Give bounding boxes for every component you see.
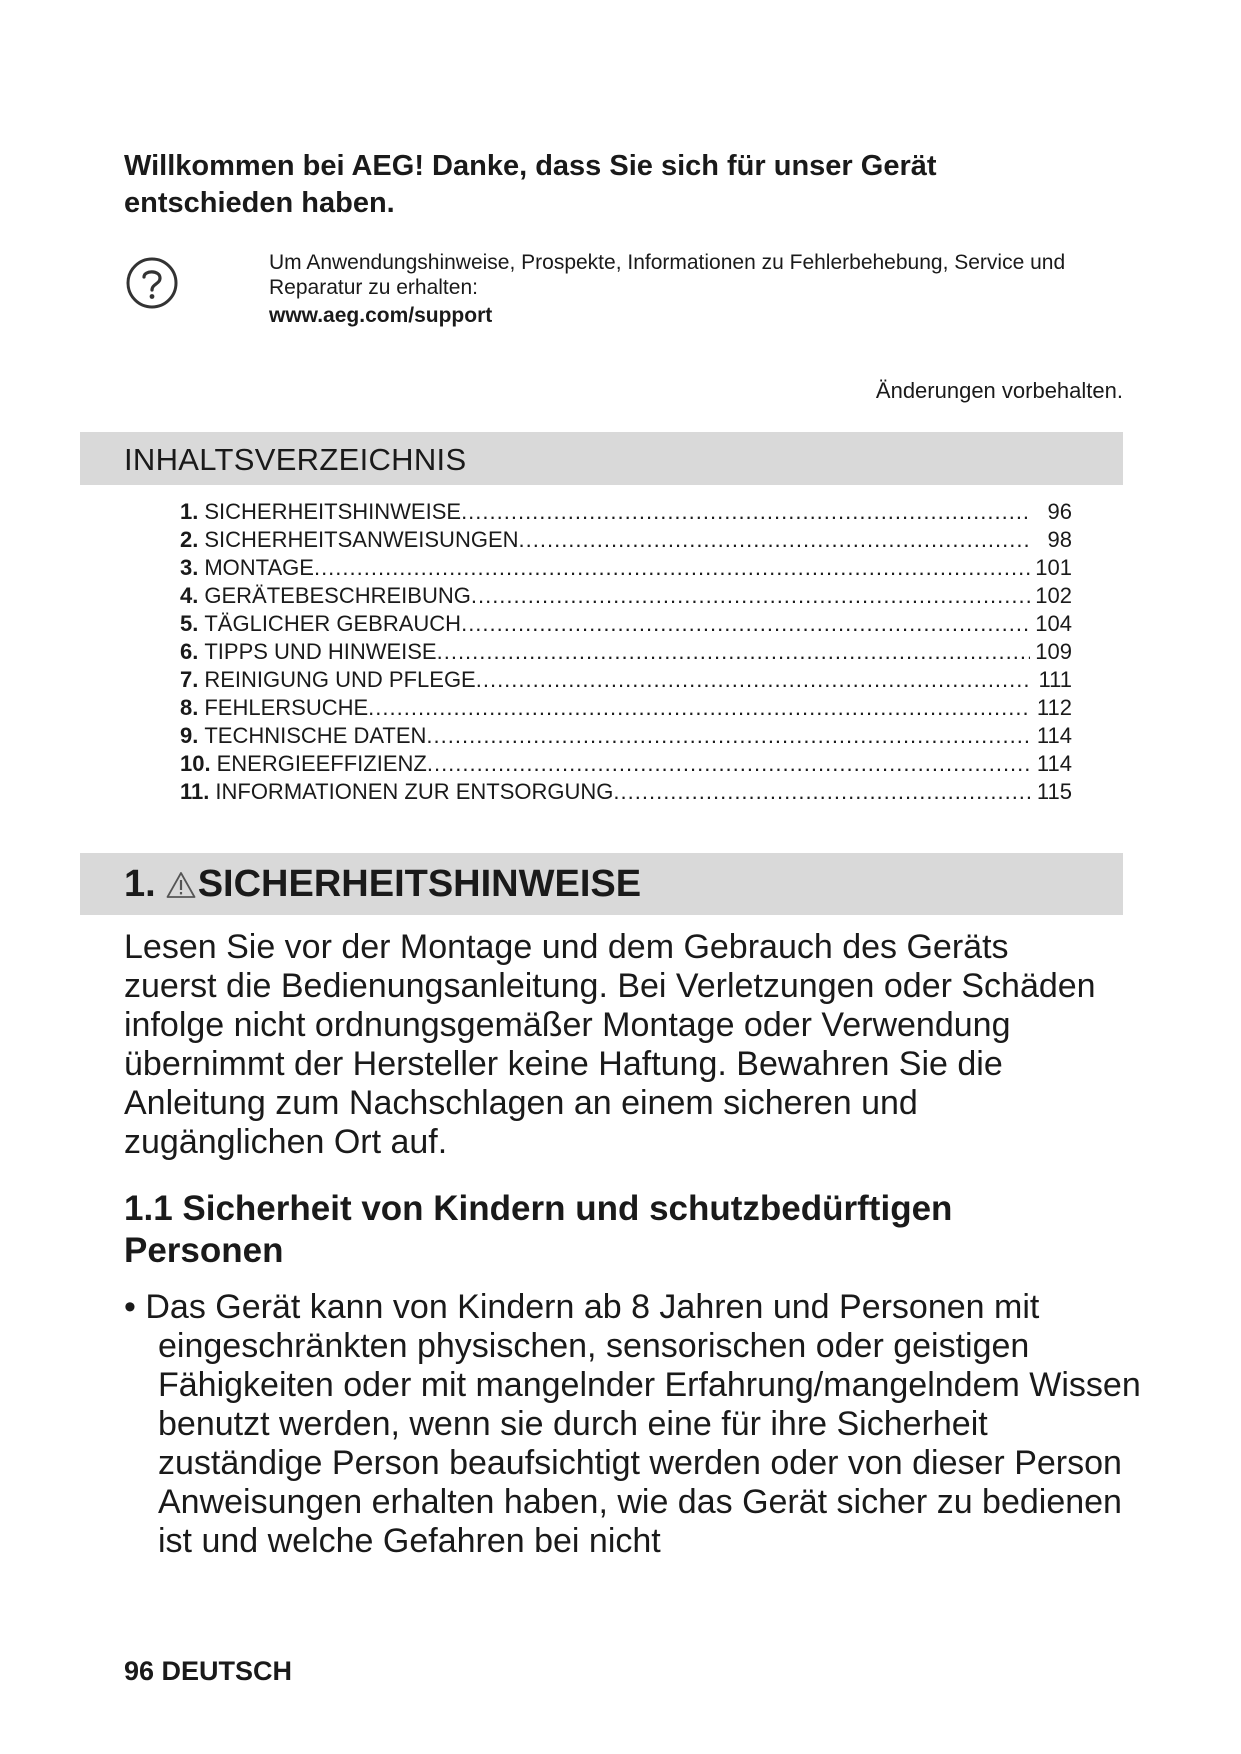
support-url[interactable]: www.aeg.com/support — [269, 304, 493, 327]
toc-item[interactable]: 9. TECHNISCHE DATEN ..... 114 — [180, 722, 1072, 750]
toc-title: INHALTSVERZEICHNIS — [124, 442, 467, 477]
support-info — [269, 250, 1129, 328]
intro-paragraph: Lesen Sie vor der Montage und dem Gebrauch des Geräts zuerst die Bedienungsanleitung. Bei Verletzungen oder Schäden infolge nicht ordnungsgemäßer Montage oder Verwendung übernimmt der Hersteller keine Haftung. Bewahren Sie die Anleitung zum Nachschlagen an einem sicheren und zugänglichen Ort auf. — [124, 928, 1096, 1161]
changes-note: Änderungen vorbehalten. — [875, 378, 1123, 403]
toc-item[interactable]: 5. TÄGLICHER GEBRAUCH ..... 104 — [180, 610, 1072, 638]
toc-item[interactable]: 7. REINIGUNG UND PFLEGE ..... 111 — [180, 666, 1072, 694]
toc-list — [180, 498, 1072, 806]
page-footer: 96 DEUTSCH — [124, 1656, 293, 1686]
warning-triangle-icon — [166, 871, 196, 899]
toc-banner — [80, 432, 1123, 485]
toc-item[interactable]: 10. ENERGIEEFFIZIENZ ..... 114 — [180, 750, 1072, 778]
toc-item[interactable]: 6. TIPPS UND HINWEISE ..... 109 — [180, 638, 1072, 666]
bullet-paragraph: • Das Gerät kann von Kindern ab 8 Jahren und Personen mit eingeschränkten physischen, sensorischen oder geistigen Fähigkeiten oder mit mangelnder Erfahrung/mangelndem Wissen benutzt werden, wenn sie durch eine für ihre Sicherheit zuständige Person beaufsichtigt werden oder von dieser Person Anweisungen erhalten haben, wie das Gerät sicher zu bedienen ist und welche Gefahren bei nicht — [124, 1288, 1141, 1560]
toc-item[interactable]: 11. INFORMATIONEN ZUR ENTSORGUNG ..... 115 — [180, 778, 1072, 806]
subsection-heading: 1.1 Sicherheit von Kindern und schutzbedürftigen Personen — [124, 1189, 953, 1270]
section-number: 1. — [124, 863, 156, 905]
toc-item[interactable]: 3. MONTAGE ..... 101 — [180, 554, 1072, 582]
welcome-heading: Willkommen bei AEG! Danke, dass Sie sich für unser Gerät entschieden haben. — [124, 150, 937, 219]
toc-item[interactable]: 4. GERÄTEBESCHREIBUNG ..... 102 — [180, 582, 1072, 610]
toc-item[interactable]: 8. FEHLERSUCHE ..... 112 — [180, 694, 1072, 722]
section-banner — [80, 853, 1123, 915]
section-title — [124, 863, 641, 906]
toc-item[interactable]: 1. SICHERHEITSHINWEISE ..... 96 — [180, 498, 1072, 526]
section-title-text: SICHERHEITSHINWEISE — [197, 863, 642, 905]
support-text: Um Anwendungshinweise, Prospekte, Informationen zu Fehlerbehebung, Service und Reparatur zu erhalten: — [269, 251, 1066, 299]
question-circle-icon — [125, 256, 179, 310]
toc-item[interactable]: 2. SICHERHEITSANWEISUNGEN ..... 98 — [180, 526, 1072, 554]
